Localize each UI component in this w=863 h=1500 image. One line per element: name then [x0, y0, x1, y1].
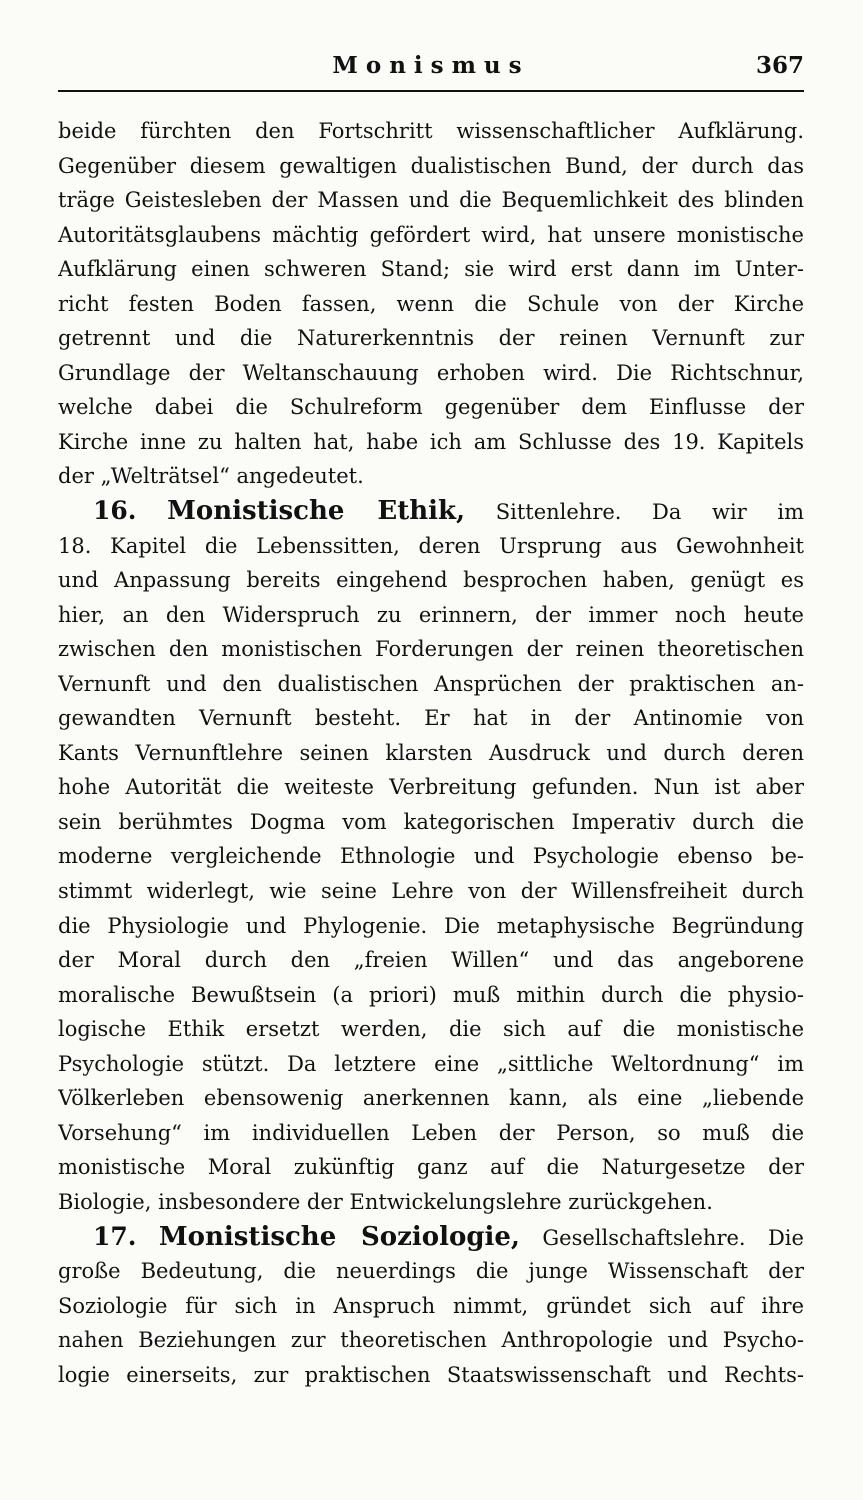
text-line: Autoritätsglaubens mächtig gefördert wird, hat unsere monistische [58, 222, 804, 247]
text-line: welche dabei die Schulreform gegenüber dem Einflusse der [58, 395, 804, 420]
page-header [58, 52, 804, 92]
text-line: logie einerseits, zur praktischen Staatswissenschaft und Rechts- [58, 1362, 804, 1387]
text-line: zwischen den monistischen Forderungen der reinen theoretischen [58, 637, 804, 662]
text-line: Aufklärung einen schweren Stand; sie wird erst dann im Unter- [58, 257, 804, 282]
running-title: Monismus [332, 52, 530, 79]
text-line: der Moral durch den „freien Willen“ und das angeborene [58, 948, 804, 973]
text-line: sein berühmtes Dogma vom kategorischen Imperativ durch die [58, 809, 804, 834]
text-line: Vernunft und den dualistischen Ansprüchen der praktischen an- [58, 671, 804, 696]
text-line: moralische Bewußtsein (a priori) muß mithin durch die physio- [58, 982, 804, 1007]
text-line: monistische Moral zukünftig ganz auf die Naturgesetze der [58, 1155, 804, 1180]
text-line: logische Ethik ersetzt werden, die sich auf die monistische [58, 1017, 804, 1042]
text-line: hohe Autorität die weiteste Verbreitung gefunden. Nun ist aber [58, 775, 804, 800]
text-line: beide fürchten den Fortschritt wissenschaftlicher Aufklärung. [58, 119, 804, 143]
body-text [58, 114, 804, 1392]
text-line: hier, an den Widerspruch zu erinnern, der immer noch heute [58, 602, 804, 627]
text-line: Biologie, insbesondere der Entwickelungslehre zurückgehen. [58, 1189, 713, 1214]
section-number: 16. [93, 496, 137, 526]
text-line: stimmt widerlegt, wie seine Lehre von der Willensfreiheit durch [58, 879, 804, 904]
section-heading-16 [58, 494, 804, 529]
text-line: richt festen Boden fassen, wenn die Schule von der Kirche [58, 291, 804, 316]
section-heading-17 [58, 1220, 804, 1255]
text-line: und Anpassung bereits eingehend besprochen haben, genügt es [58, 568, 804, 593]
section-title: Monistische Ethik, [167, 496, 466, 527]
page-number: 367 [755, 52, 804, 79]
text-line: Kirche inne zu halten hat, habe ich am Schlusse des 19. Kapitels [58, 429, 804, 454]
text-line: Soziologie für sich in Anspruch nimmt, gründet sich auf ihre [58, 1293, 804, 1318]
text-line: Völkerleben ebensowenig anerkennen kann, als eine „liebende [58, 1086, 804, 1111]
text-line: Vorsehung“ im individuellen Leben der Person, so muß die [58, 1120, 804, 1145]
text-line: Psychologie stützt. Da letztere eine „sittliche Weltordnung“ im [58, 1051, 804, 1076]
text-line: gewandten Vernunft besteht. Er hat in der Antinomie von [58, 706, 804, 731]
text-line: moderne vergleichende Ethnologie und Psychologie ebenso be- [58, 844, 804, 869]
text-line: Kants Vernunftlehre seinen klarsten Ausdruck und durch deren [58, 740, 804, 765]
section-lead-text: Gesellschaftslehre. Die [542, 1225, 804, 1250]
text-line: große Bedeutung, die neuerdings die junge Wissenschaft der [58, 1259, 804, 1284]
section-lead-text: Sittenlehre. Da wir im [495, 500, 804, 525]
text-line: der „Welträtsel“ angedeutet. [58, 464, 364, 489]
section-title: Monistische Soziologie, [158, 1221, 520, 1252]
text-line: Gegenüber diesem gewaltigen dualistischen Bund, der durch das [58, 153, 804, 178]
header-rule [58, 90, 804, 92]
text-line: träge Geistesleben der Massen und die Bequemlichkeit des blinden [58, 188, 804, 213]
text-line: getrennt und die Naturerkenntnis der reinen Vernunft zur [58, 326, 804, 351]
text-line: 18. Kapitel die Lebenssitten, deren Ursprung aus Gewohnheit [58, 533, 804, 558]
text-line: die Physiologie und Phylogenie. Die metaphysische Begründung [58, 913, 804, 938]
section-number: 17. [93, 1221, 137, 1251]
text-line: nahen Beziehungen zur theoretischen Anthropologie und Psycho- [58, 1328, 804, 1353]
text-line: Grundlage der Weltanschauung erhoben wird. Die Richtschnur, [58, 360, 804, 385]
